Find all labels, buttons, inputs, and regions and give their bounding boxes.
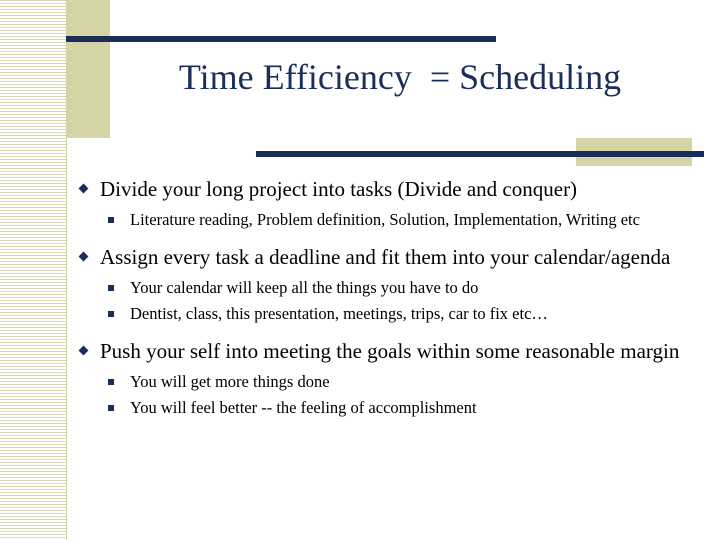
bullet-item <box>78 244 698 270</box>
square-bullet-icon <box>108 217 114 223</box>
sub-bullet-list <box>108 210 698 230</box>
title-rule-top <box>66 36 496 42</box>
slide-body <box>78 176 698 418</box>
square-bullet-icon <box>108 285 114 291</box>
sub-bullet-item <box>108 398 698 418</box>
sub-bullet-text: Your calendar will keep all the things you have to do <box>130 278 479 297</box>
square-bullet-icon <box>108 311 114 317</box>
sub-bullet-item <box>108 210 698 230</box>
decorative-box-top <box>66 0 110 138</box>
sub-bullet-item <box>108 372 698 392</box>
square-bullet-icon <box>108 405 114 411</box>
diamond-bullet-icon <box>79 252 89 262</box>
sub-bullet-text: You will feel better -- the feeling of accomplishment <box>130 398 477 417</box>
sub-bullet-item <box>108 278 698 298</box>
sub-bullet-list <box>108 372 698 418</box>
sub-bullet-item <box>108 304 698 324</box>
square-bullet-icon <box>108 379 114 385</box>
diamond-bullet-icon <box>79 346 89 356</box>
title-rule-bottom <box>256 151 704 157</box>
sub-bullet-list <box>108 278 698 324</box>
slide-title: Time Efficiency = Scheduling <box>178 57 622 97</box>
sub-bullet-text: You will get more things done <box>130 372 330 391</box>
bullet-item <box>78 338 698 364</box>
bullet-text: Divide your long project into tasks (Divide and conquer) <box>100 177 578 201</box>
sub-bullet-text: Literature reading, Problem definition, Solution, Implementation, Writing etc <box>130 210 640 229</box>
bullet-text: Push your self into meeting the goals within some reasonable margin <box>100 339 680 363</box>
sub-bullet-text: Dentist, class, this presentation, meetings, trips, car to fix etc… <box>130 304 548 323</box>
decorative-striped-strip <box>0 0 67 540</box>
diamond-bullet-icon <box>79 184 89 194</box>
bullet-item <box>78 176 698 202</box>
bullet-text: Assign every task a deadline and fit them into your calendar/agenda <box>100 245 671 269</box>
